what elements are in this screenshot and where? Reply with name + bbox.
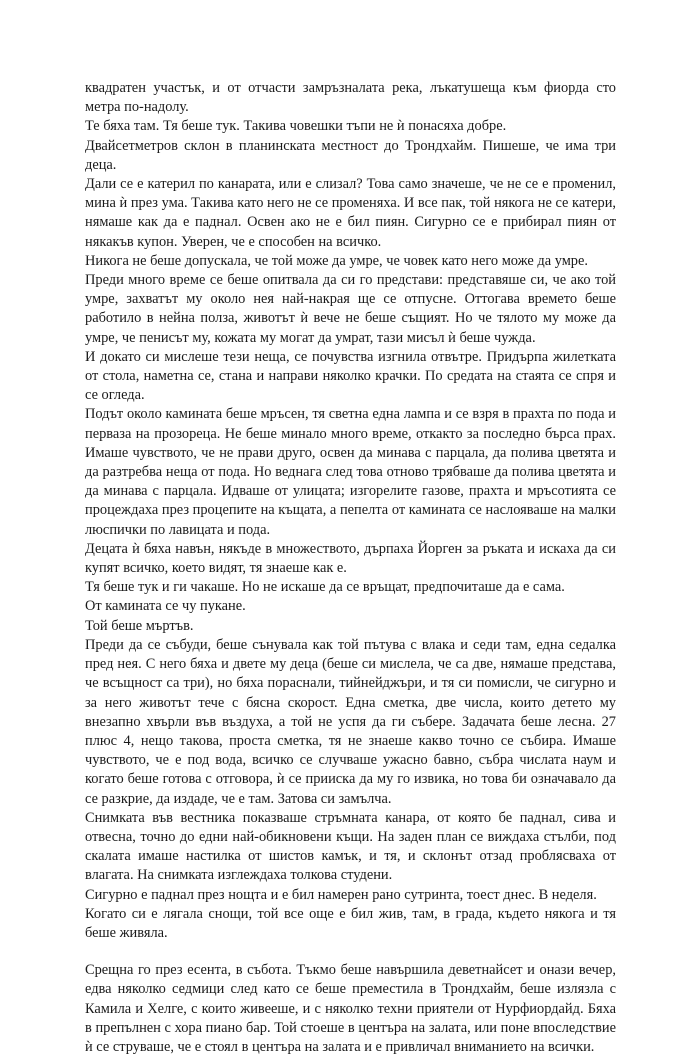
paragraph: Дали се е катерил по канарата, или е слизал? Това само значеше, че не се е променил, мина ѝ през ума. Такива като него не се променяха. И все пак, той някога не се катери, нямаше как да е паднал. Освен ако не е бил пиян. Сигурно се е прибирал пиян от някакъв купон. Уверен, че е способен на всичко. bbox=[85, 176, 616, 250]
paragraph: квадратен участък, и от отчасти замръзналата река, лъкатушеща към фиорда сто метра по-надолу. bbox=[85, 80, 616, 116]
paragraph: Двайсетметров склон в планинската местност до Трондхайм. Пишеше, че има три деца. bbox=[85, 137, 616, 173]
paragraph: Срещна го през есента, в събота. Тъкмо беше навършила деветнайсет и онази вечер, едва няколко седмици след като се беше преместила в Трондхайм, беше излязла с Камила и Хелге, с които живееше, и с няколко техни приятели от Нурфиордайд. Бяха в препълнен с хора пиано бар. Той стоеше в центъра на залата, или поне впоследствие ѝ се струваше, че е стоял в центъра на залата и е привличал вниманието на всички. bbox=[85, 962, 616, 1055]
paragraph: Те бяха там. Тя беше тук. Такива човешки тъпи не ѝ понасяха добре. bbox=[85, 118, 507, 135]
paragraph: Преди да се събуди, беше сънувала как той пътува с влака и седи там, една седалка пред нея. С него бяха и двете му деца (беше си мислела, че са две, нямаше представа, че всъщност са три), но бяха пораснали, тийнейджъри, и тя си помисли, че сигурно и за него животът тече с бясна скорост. Една сметка, две числа, които детето му внезапно хвърли във въздуха, а той не успя да ги събере. Задачата беше лесна. 27 плюс 4, нещо такова, проста сметка, тя не знаеше какво точно се събира. Имаше чувството, че е под вода, всичко се случваше ужасно бавно, събра числата наум и когато беше готова с отговора, ѝ се прииска да му го извика, но това би означавало да се разкрие, да издаде, че е там. Затова си замълча. bbox=[85, 636, 616, 807]
paragraph: Децата ѝ бяха навън, някъде в множеството, дърпаха Йорген за ръката и искаха да си купят всичко, което видят, тя знаеше как е. bbox=[85, 540, 616, 577]
paragraph: Сигурно е паднал през нощта и е бил намерен рано сутринта, тоест днес. В неделя. bbox=[85, 886, 597, 903]
paragraph: И докато си мислеше тези неща, се почувства изгнила отвътре. Придърпа жилетката от стола, наметна се, стана и направи няколко крачки. По средата на стаята се спря и се огледа. bbox=[85, 348, 616, 404]
paragraph: От камината се чу пукане. bbox=[85, 598, 246, 615]
paragraph: Никога не беше допускала, че той може да умре, че човек като него може да умре. bbox=[85, 252, 588, 269]
paragraph-gap bbox=[85, 943, 616, 961]
paragraph: Когато си е лягала снощи, той все още е бил жив, там, в града, където някога и тя беше живяла. bbox=[85, 905, 616, 941]
document-page bbox=[85, 79, 616, 1057]
paragraph: Той беше мъртъв. bbox=[85, 617, 194, 634]
paragraph: Преди много време се беше опитвала да си го представи: представяше си, че ако той умре, захватът му около нея най-накрая ще се отпусне. Оттогава времето беше работило в нейна полза, животът ѝ вече не беше същият. Но че тялото му може да умре, че пенисът му, кожата му могат да умрат, тази мисъл ѝ беше чужда. bbox=[85, 272, 616, 346]
paragraph: Подът около камината беше мръсен, тя светна една лампа и се взря в прахта по пода и перваза на прозореца. Не беше минало много време, откакто за последно бърса прах. Имаше чувството, че не прави друго, освен да минава с парцала, да полива цветята и да разтребва неща от пода. Но веднага след това отново трябваше да полива цветята и да минава с парцала. Идваше от улицата; изгорелите газове, прахта и мръсотията се процеждаха през процепите на къщата, а пепелта от камината се наслояваше на малки люспички по лавицата и пода. bbox=[85, 406, 616, 538]
paragraph: Снимката във вестника показваше стръмната канара, от която бе паднал, сива и отвесна, точно до едни най-обикновени къщи. На заден план се виждаха стълби, под скалата имаше настилка от шистов камък, и тя, и склонът отзад проблясваха от влагата. На снимката изглеждаха толкова студени. bbox=[85, 809, 616, 884]
paragraph: Тя беше тук и ги чакаше. Но не искаше да се връщат, предпочиташе да е сама. bbox=[85, 579, 565, 596]
